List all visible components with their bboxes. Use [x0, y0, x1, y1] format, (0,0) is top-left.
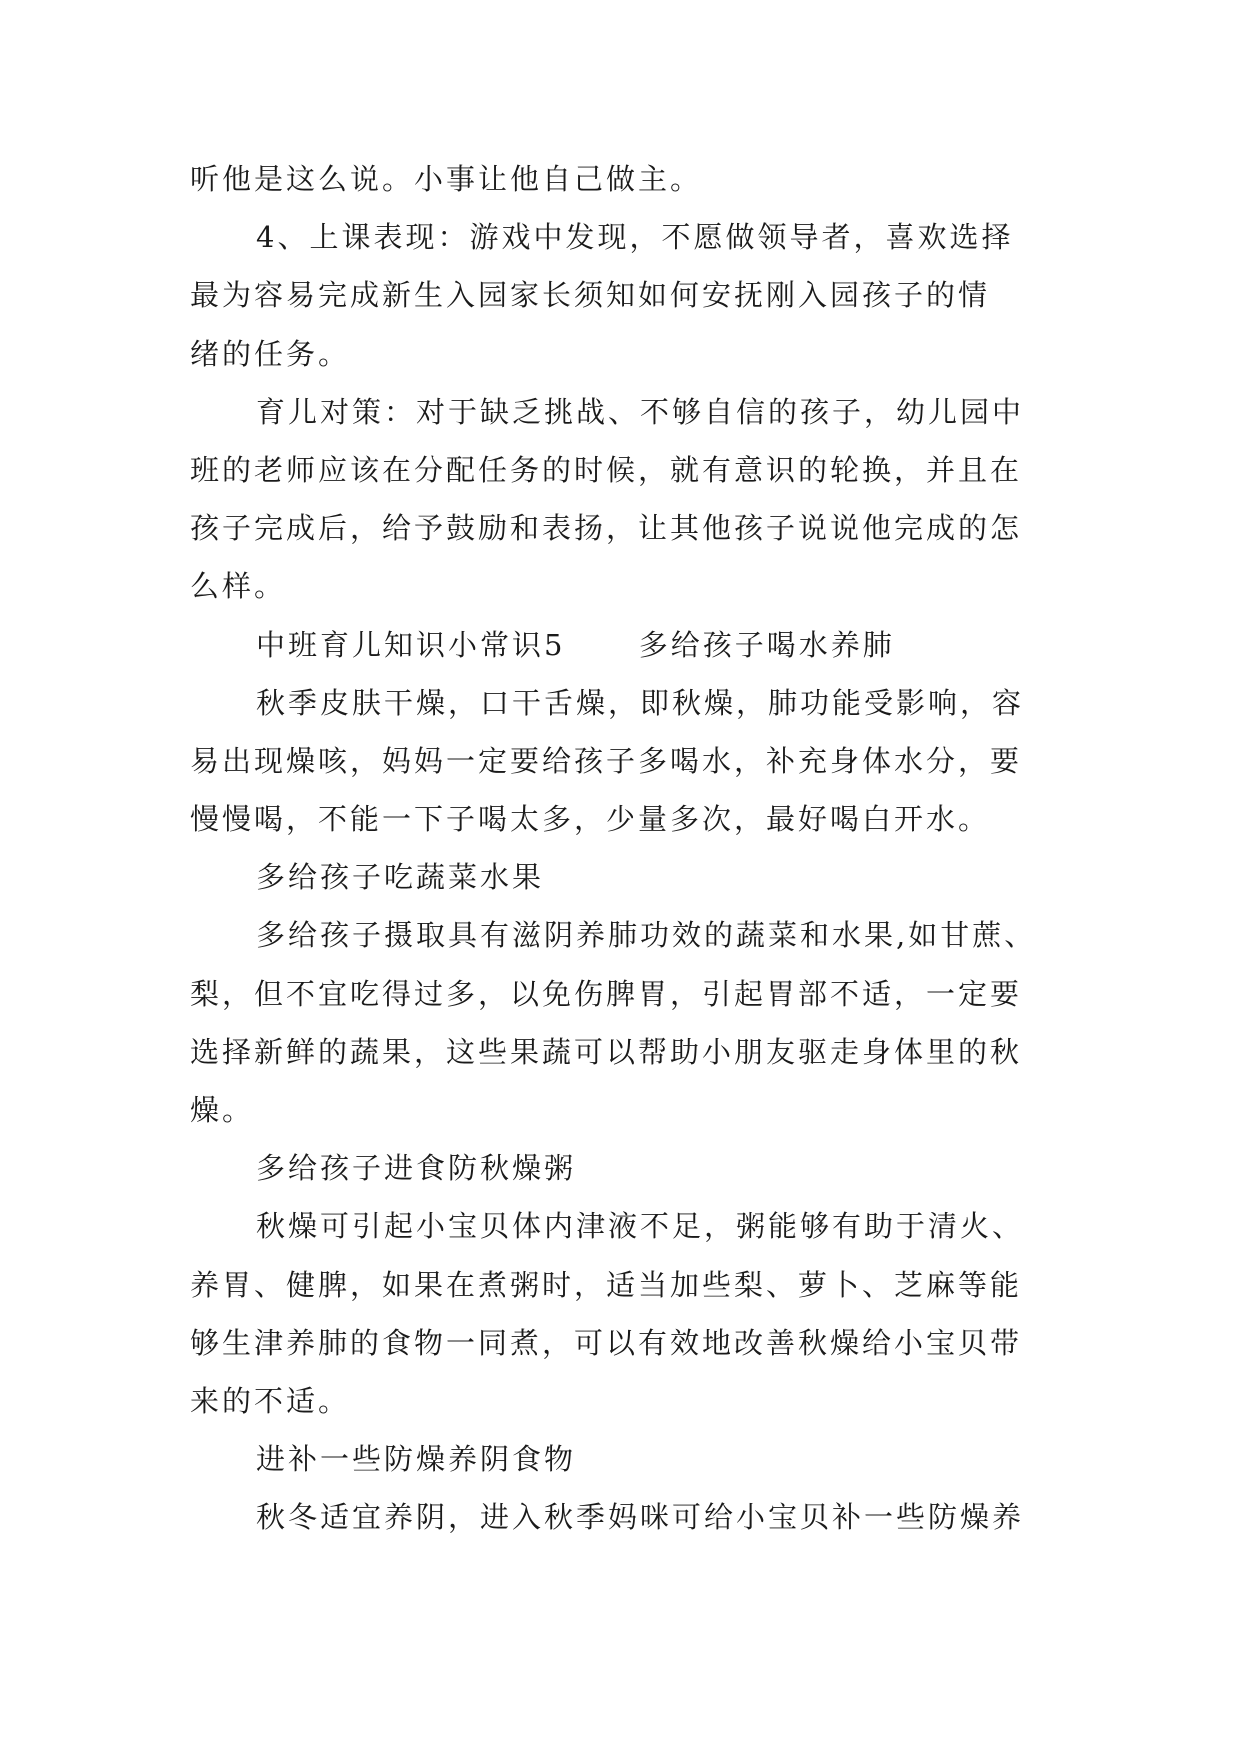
text-line: 秋冬适宜养阴，进入秋季妈咪可给小宝贝补一些防燥养: [256, 1500, 1025, 1535]
document-body: [190, 150, 1070, 1547]
text-line: 选择新鲜的蔬果，这些果蔬可以帮助小朋友驱走身体里的秋: [190, 1034, 1023, 1069]
text-line: 养胃、健脾，如果在煮粥时，适当加些梨、萝卜、芝麻等能: [190, 1267, 1023, 1302]
text-line: 易出现燥咳，妈妈一定要给孩子多喝水，补充身体水分，要: [190, 743, 1023, 778]
text-line: 秋燥可引起小宝贝体内津液不足，粥能够有助于清火、: [256, 1209, 1025, 1244]
text-line: 绪的任务。: [190, 336, 351, 371]
text-line: 多给孩子摄取具有滋阴养肺功效的蔬菜和水果,如甘蔗、: [256, 918, 1037, 953]
text-line: 梨，但不宜吃得过多，以免伤脾胃，引起胃部不适，一定要: [190, 976, 1023, 1011]
text-line: 班的老师应该在分配任务的时候，就有意识的轮换，并且在: [190, 452, 1023, 487]
text-line: 中班育儿知识小常识5 多给孩子喝水养肺: [256, 627, 895, 662]
text-line: 燥。: [190, 1093, 255, 1127]
text-line: 进补一些防燥养阴食物: [256, 1442, 577, 1477]
text-line: 孩子完成后，给予鼓励和表扬，让其他孩子说说他完成的怎: [190, 511, 1023, 546]
text-line: 4、上课表现：游戏中发现，不愿做领导者，喜欢选择: [256, 220, 1014, 255]
text-line: 慢慢喝，不能一下子喝太多，少量多次，最好喝白开水。: [190, 802, 991, 837]
text-line: 来的不适。: [190, 1383, 351, 1418]
text-line: 够生津养肺的食物一同煮，可以有效地改善秋燥给小宝贝带: [190, 1325, 1023, 1360]
text-line: 秋季皮肤干燥，口干舌燥，即秋燥，肺功能受影响，容: [256, 685, 1025, 720]
text-line: 听他是这么说。小事让他自己做主。: [190, 162, 703, 196]
text-line: 么样。: [190, 569, 287, 604]
text-line: 多给孩子吃蔬菜水果: [256, 860, 545, 895]
text-line: 育儿对策：对于缺乏挑战、不够自信的孩子，幼儿园中: [256, 394, 1025, 429]
text-line: 最为容易完成新生入园家长须知如何安抚刚入园孩子的情: [190, 278, 991, 313]
text-line: 多给孩子进食防秋燥粥: [256, 1151, 577, 1186]
